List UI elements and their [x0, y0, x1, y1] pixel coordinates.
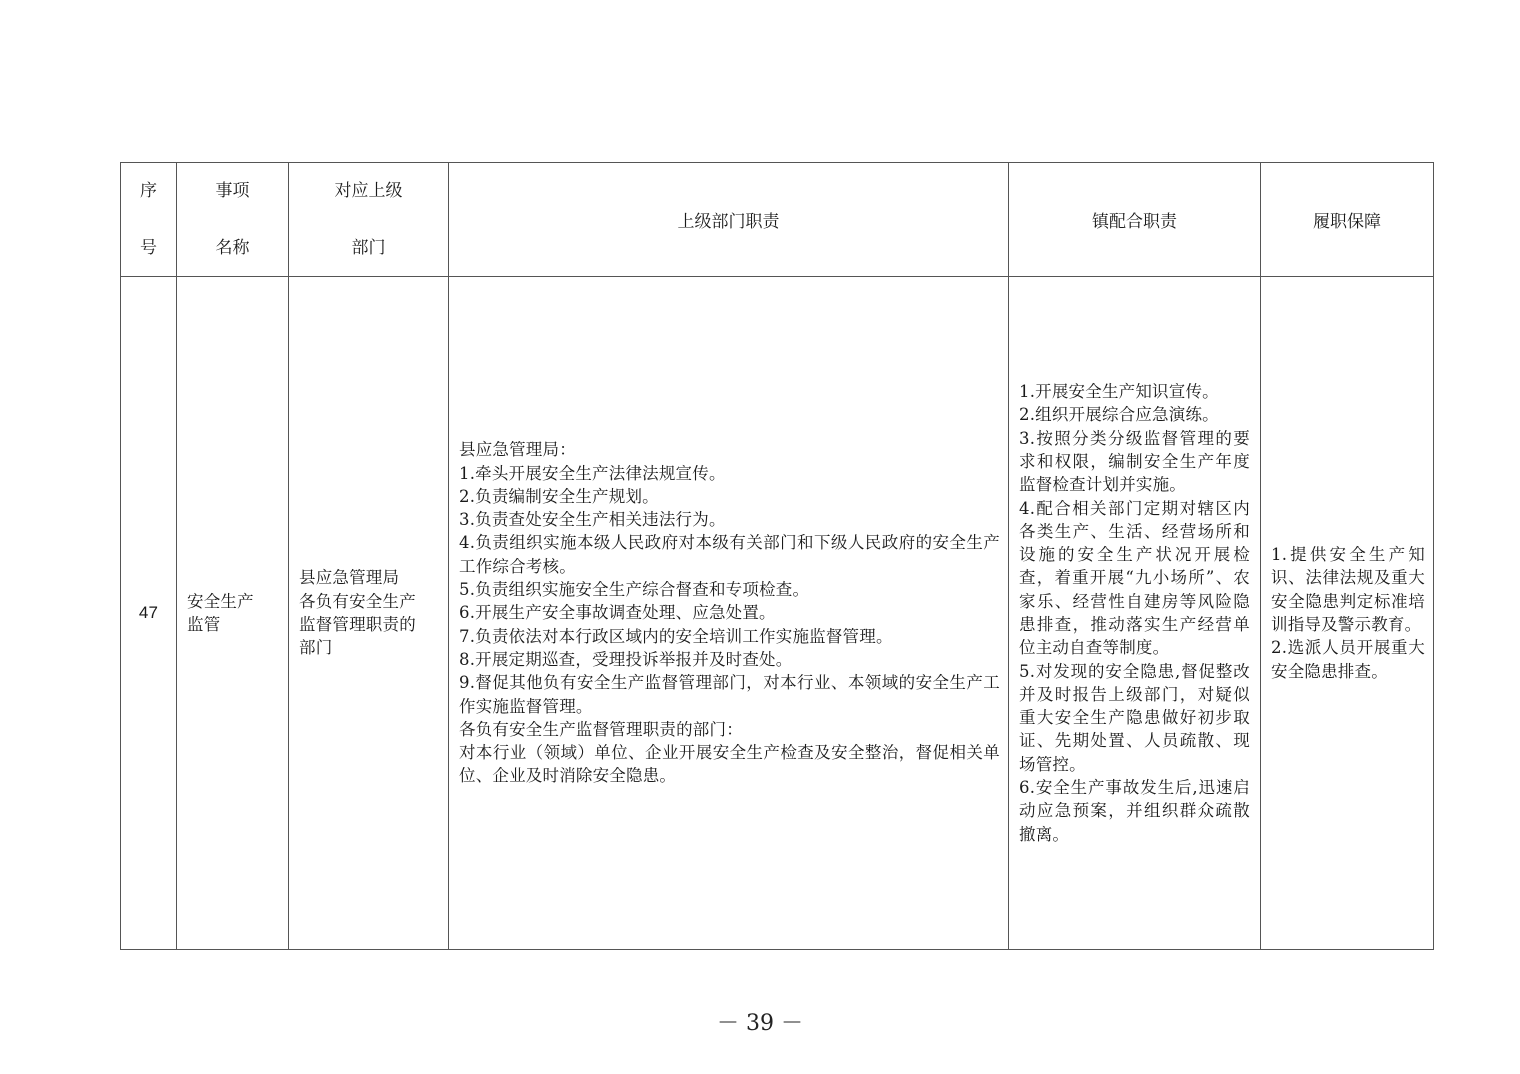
header-seq	[121, 163, 177, 277]
duty-item: 各负有安全生产监督管理职责的部门：	[459, 719, 743, 739]
row-upper-duties	[449, 277, 1009, 950]
item-name-line: 安全生产	[187, 591, 254, 611]
town-duty-item: 3.按照分类分级监督管理的要求和权限，编制安全生产年度监督检查计划并实施。	[1019, 428, 1250, 495]
town-duty-item: 4.配合相关部门定期对辖区内各类生产、生活、经营场所和设施的安全生产状况开展检查，着重开展“九小场所”、农家乐、经营性自建房等风险隐患排查，推动落实生产经营单位主动自查等制度。	[1019, 498, 1250, 658]
town-duty-item: 1.开展安全生产知识宣传。	[1019, 382, 1219, 402]
dept-line: 各负有安全生产	[299, 591, 416, 611]
page-number: － 39 －	[717, 1011, 803, 1036]
header-dept-line1: 对应上级	[334, 180, 403, 201]
header-row	[121, 163, 1434, 277]
duty-item: 9.督促其他负有安全生产监督管理部门，对本行业、本领域的安全生产工作实施监督管理。	[459, 673, 1000, 716]
header-upper-dept	[289, 163, 449, 277]
header-item-line1: 事项	[215, 180, 250, 201]
dept-line: 监督管理职责的	[299, 615, 416, 634]
duty-item: 4.负责组织实施本级人民政府对本级有关部门和下级人民政府的安全生产工作综合考核。	[459, 533, 1000, 576]
header-item-name	[177, 163, 289, 277]
header-seq-line2: 号	[140, 237, 157, 258]
row-upper-dept	[289, 277, 449, 950]
row-item-name	[177, 277, 289, 950]
header-seq-line1: 序	[140, 180, 157, 201]
duty-item: 2.负责编制安全生产规划。	[459, 486, 659, 506]
item-name-line: 监管	[187, 615, 221, 634]
row-town-duties	[1009, 277, 1261, 950]
guarantee-item: 2.选派人员开展重大安全隐患排查。	[1271, 638, 1425, 681]
header-dept-line2: 部门	[351, 237, 386, 258]
dept-line: 县应急管理局	[299, 568, 400, 588]
header-guarantee: 履职保障	[1261, 163, 1434, 277]
duty-item: 1.牵头开展安全生产法律法规宣传。	[459, 463, 726, 483]
duty-item: 5.负责组织实施安全生产综合督查和专项检查。	[459, 580, 810, 600]
town-duty-item: 2.组织开展综合应急演练。	[1019, 405, 1219, 425]
duty-item: 对本行业（领域）单位、企业开展安全生产检查及安全整治，督促相关单位、企业及时消除安全隐患。	[459, 743, 1000, 786]
town-duty-item: 5.对发现的安全隐患,督促整改并及时报告上级部门，对疑似重大安全生产隐患做好初步取证、先期处置、人员疏散、现场管控。	[1019, 661, 1250, 774]
duty-item: 3.负责查处安全生产相关违法行为。	[459, 510, 726, 530]
town-duty-item: 6.安全生产事故发生后,迅速启动应急预案，并组织群众疏散撤离。	[1019, 778, 1250, 844]
duty-item: 7.负责依法对本行政区域内的安全培训工作实施监督管理。	[459, 626, 893, 646]
header-upper-duties: 上级部门职责	[449, 163, 1009, 277]
duty-item: 县应急管理局：	[459, 440, 576, 460]
header-item-line2: 名称	[215, 237, 250, 258]
dept-line: 部门	[299, 638, 333, 658]
duty-table	[120, 162, 1434, 950]
guarantee-item: 1.提供安全生产知识、法律法规及重大安全隐患判定标准培训指导及警示教育。	[1271, 545, 1425, 634]
table-row	[121, 277, 1434, 950]
row-guarantee	[1261, 277, 1434, 950]
row-seq: 47	[121, 277, 177, 950]
duty-item: 6.开展生产安全事故调查处理、应急处置。	[459, 603, 776, 623]
duty-item: 8.开展定期巡查，受理投诉举报并及时查处。	[459, 649, 793, 669]
header-town-duties: 镇配合职责	[1009, 163, 1261, 277]
